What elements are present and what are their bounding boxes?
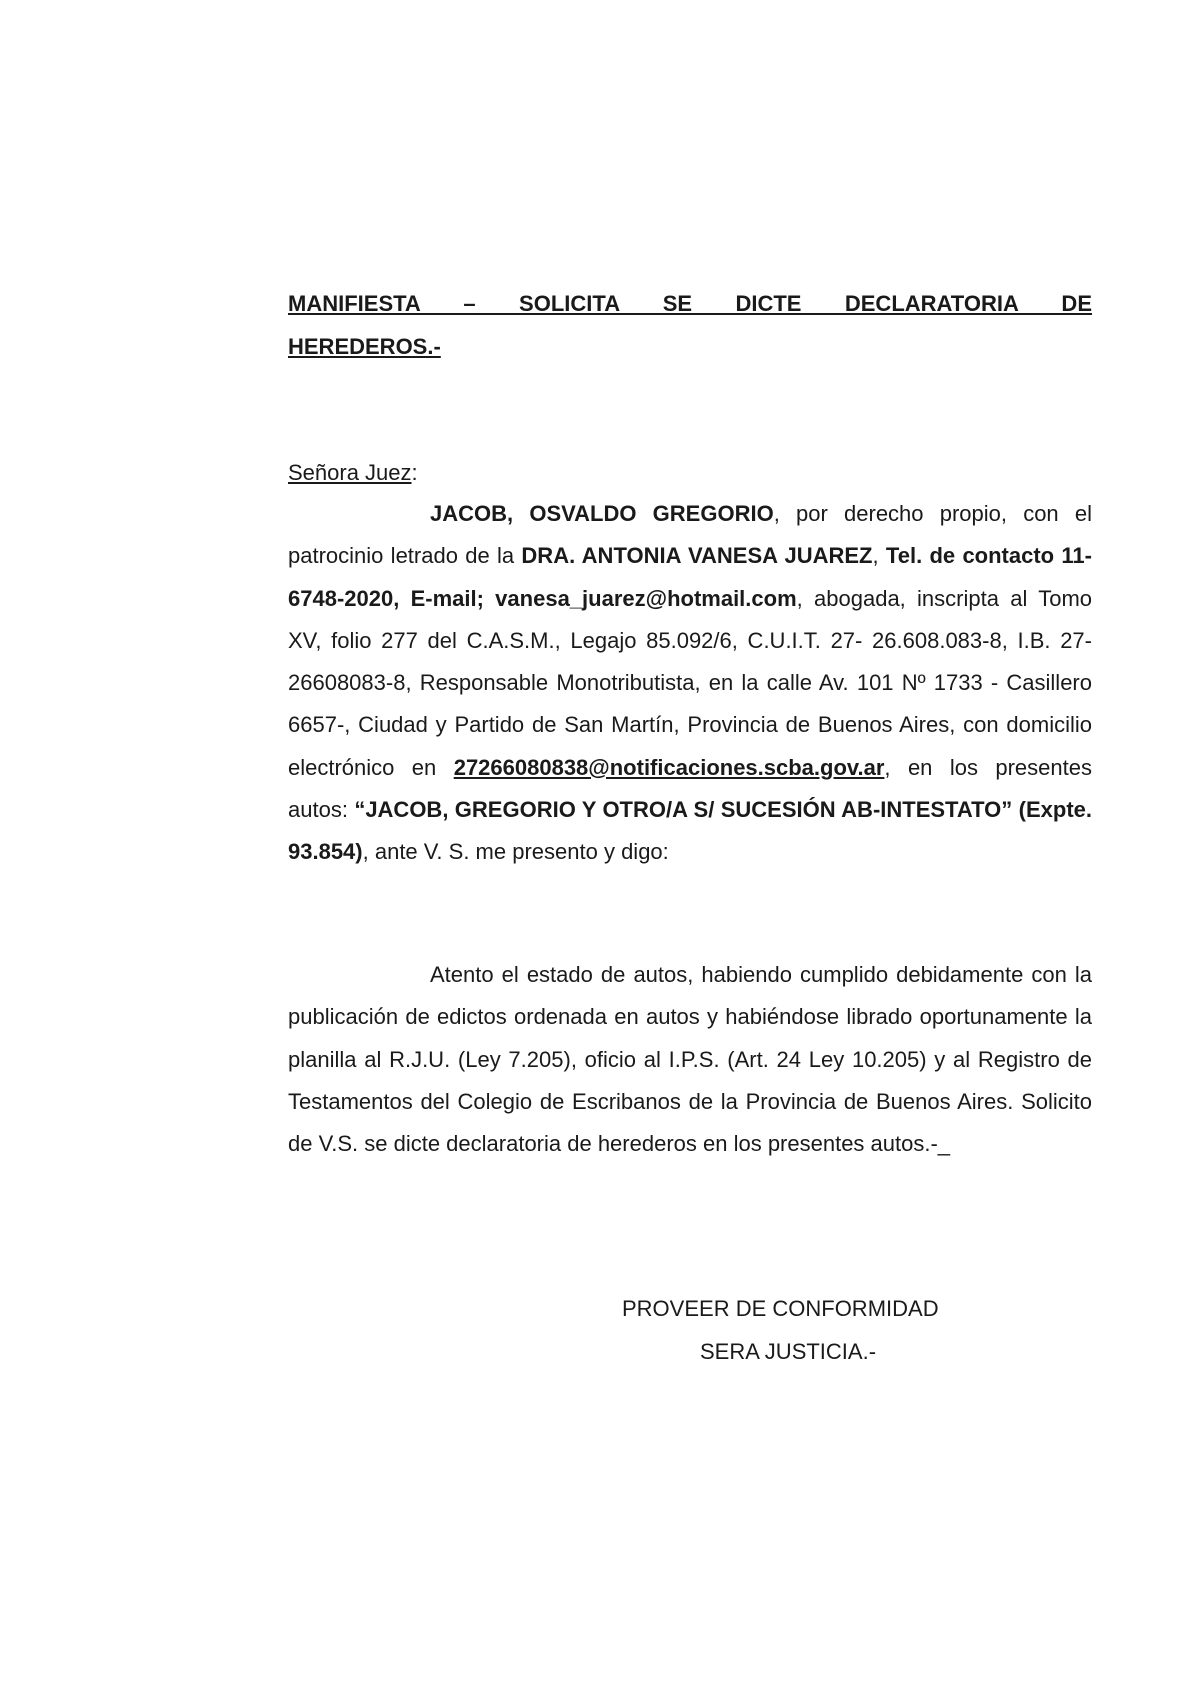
presentation-text-5: , ante V. S. me presento y digo:	[362, 839, 669, 865]
presentation-paragraph	[288, 493, 1092, 874]
presentation-text-2: ,	[872, 543, 886, 569]
request-text: Atento el estado de autos, habiendo cumplido debidamente con la publicación de edictos ordenada en autos y habiéndose librado oportunamente la planilla al R.J.U. (Ley 7.205), oficio al I.P.S. (Art. 24 Ley 10.205) y al Registro de Testamentos del Colegio de Escribanos de la Provincia de Buenos Aires. Solicito de V.S. se dicte declaratoria de herederos en los presentes autos.-_	[288, 962, 1092, 1157]
title-line-2: HEREDEROS.-	[288, 334, 441, 359]
salutation-label: Señora Juez	[288, 460, 412, 485]
party-name: JACOB, OSVALDO GREGORIO	[430, 501, 774, 526]
lawyer-name: DRA. ANTONIA VANESA JUAREZ	[521, 543, 873, 569]
presentation-text-3: , abogada, inscripta al Tomo XV, folio 277 del C.A.S.M., Legajo 85.092/6, C.U.I.T. 27- 26.608.083-8, I.B. 27-26608083-8, Responsable Monotributista, en la calle Av. 101 Nº 1733 - Casillero 6657-, Ciudad y Partido de San Martín, Provincia de Buenos Aires, con domicilio electrónico en	[288, 585, 1093, 780]
lawyer-contact: Tel. de contacto 11-6748-2020, E-mail; vanesa_juarez@hotmail.com	[288, 543, 1092, 611]
salutation	[288, 451, 1092, 494]
salutation-colon: :	[411, 460, 418, 485]
closing-line-2: SERA JUSTICIA.-	[700, 1339, 877, 1364]
electronic-domicile-link[interactable]: 27266080838@notificaciones.scba.gov.ar	[453, 754, 885, 780]
title-line-1: MANIFIESTA – SOLICITA SE DICTE DECLARATORIA DE	[288, 291, 1092, 316]
presentation-text-1: , por derecho propio, con el patrocinio letrado de la	[288, 501, 1092, 569]
document-title	[288, 282, 1092, 368]
closing-line-1: PROVEER DE CONFORMIDAD	[622, 1296, 939, 1321]
case-title: “JACOB, GREGORIO Y OTRO/A S/ SUCESIÓN AB-INTESTATO” (Expte. 93.854)	[288, 797, 1092, 865]
presentation-text-4: , en los presentes autos:	[288, 754, 1092, 823]
request-paragraph	[288, 954, 1092, 1165]
